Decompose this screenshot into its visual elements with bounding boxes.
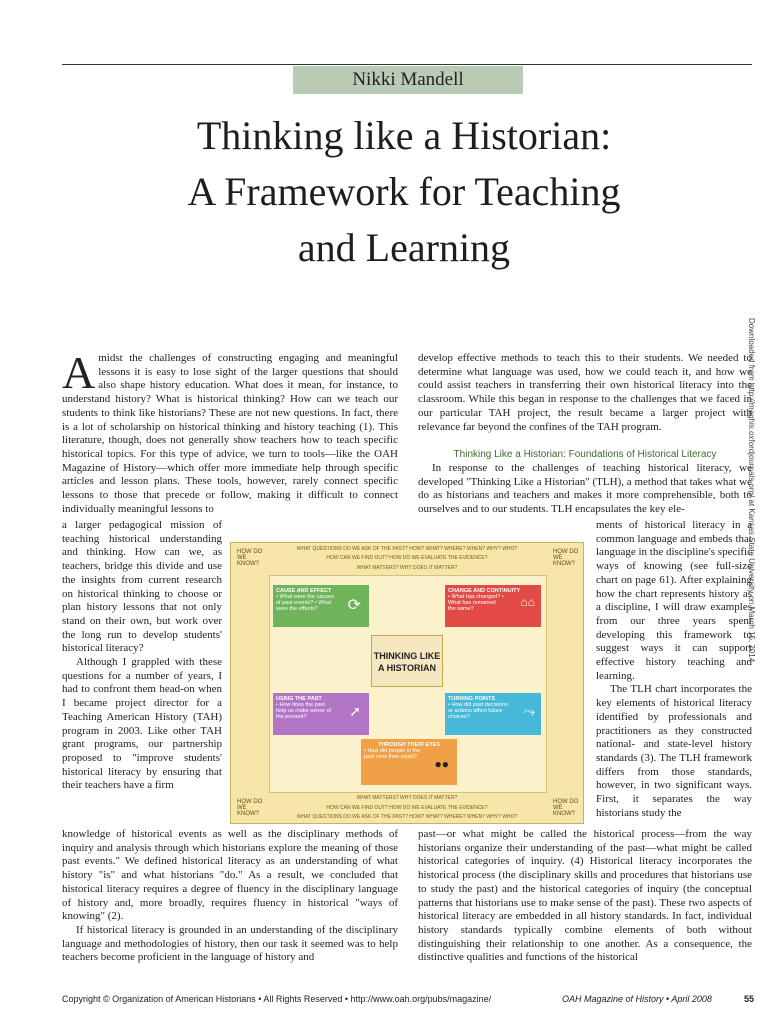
change-continuity-box <box>445 585 541 627</box>
left-column-top <box>62 347 398 516</box>
chart-top-question-3: WHAT MATTERS? WHY DOES IT MATTER? <box>356 565 458 571</box>
turning-points-title: TURNING POINTS <box>448 696 496 702</box>
right-column-bottom <box>418 828 752 965</box>
download-notice <box>742 318 760 958</box>
change-continuity-text: • What has changed? • What has remained the same? <box>448 594 504 612</box>
left-paragraph-2b: knowledge of historical events as well as the disciplinary methods of inquiry and analysis through which historians explore the meaning of those past events." We defined historical literacy as an understanding of what history "is" and what historians "do." As a result, we concluded that historical literacy requires a degree of fluency in the disciplinary language of history and, more broadly, requires fluency in historical "ways of knowing" (2). <box>62 828 398 923</box>
right-paragraph-2b: ments of historical literacy in a common language and embeds that language in the discipline's specific ways of knowing (see full-size chart on page 61). After explaining how the chart represents history as a discipline, I will draw examples from our three years spent developing this framework to suggest ways it can support effective history teaching and learning. <box>596 519 752 682</box>
article-title <box>100 108 708 276</box>
cause-effect-box <box>273 585 369 627</box>
forked-path-icon: ⤳ <box>523 703 535 719</box>
corner-how-do-we-know-tl: HOW DO WE KNOW? <box>237 549 263 567</box>
turning-points-box <box>445 693 541 735</box>
right-paragraph-1: develop effective methods to teach this to their students. We needed to determine what language was used, how we could teach it, and how we could assist teachers in transferring their own historical literacy into the classroom. While this began in response to the challenges that we faced in our particular TAH project, the result became a larger project with relevance far beyond the confines of the TAH program. <box>418 352 752 433</box>
title-line-3: and Learning <box>297 225 511 270</box>
left-column-narrow <box>62 519 222 793</box>
through-their-eyes-title: THROUGH THEIR EYES <box>377 742 441 748</box>
footer-journal: OAH Magazine of History • April 2008 <box>562 994 712 1004</box>
through-their-eyes-text: • How did people in the past view their world? <box>364 748 421 760</box>
right-paragraph-3: The TLH chart incorporates the key elements of historical literacy identified by professionals and practitioners as they constructed national- and state-level history standards (3). The TLH framework differs from those standards, however, in two significant ways. First, it separates the way historians study the <box>596 683 752 819</box>
chart-bottom-question-2: HOW CAN WE FIND OUT? HOW DO WE EVALUATE THE EVIDENCE? <box>326 805 488 811</box>
left-paragraph-2a: Although I grappled with these questions for a number of years, I had to confront them head-on when I became project director for a Teaching American History (TAH) program in 2003. Like other TAH grant programs, our partnership proposed to "improve students' historical literacy by ensuring that their teachers have a firm <box>62 656 222 792</box>
left-paragraph-1b: a larger pedagogical mission of teaching historical understanding and thinking. How can we, as teachers, bridge this divide and use the insights from current research on historical thinking to choose or plan history lessons that not only stand on their own, but work over the long run to develop students' historical literacy? <box>62 519 222 655</box>
corner-how-do-we-know-br: HOW DO WE KNOW? <box>553 799 579 817</box>
right-paragraph-3b: past—or what might be called the historical process—from the way historians organize their understanding of the past—what might be called historical categories of inquiry. (4) Historical literacy incorporates the historical process (the disciplinary skills and procedures that historians use to study the past) and the historical categories of inquiry (the conceptual patterns that historians use to make sense of the past). These two aspects of historical literacy are embedded in all history standards. In fact, individual history standards typically combine elements of both without distinguishing their relationship to one another. As a consequence, the distinctive qualities and functions of the historical <box>418 828 752 964</box>
left-paragraph-3: If historical literacy is grounded in an understanding of the disciplinary language and methodologies of history, then our task it seemed was to help teachers become proficient in the language of history and <box>62 923 398 964</box>
chart-bottom-question-3: WHAT MATTERS? WHY DOES IT MATTER? <box>356 795 458 801</box>
through-their-eyes-box <box>361 739 457 785</box>
corner-how-do-we-know-bl: HOW DO WE KNOW? <box>237 799 263 817</box>
chart-top-question-2: HOW CAN WE FIND OUT? HOW DO WE EVALUATE THE EVIDENCE? <box>326 555 488 561</box>
arrow-icon: ➚ <box>349 703 361 719</box>
chart-bottom-question-1: WHAT QUESTIONS DO WE ASK OF THE PAST? HOW? WHAT? WHERE? WHEN? WHY? WHO? <box>296 814 518 820</box>
buildings-icon: ⌂⌂ <box>520 595 535 609</box>
tlh-chart <box>230 542 584 824</box>
author-banner: Nikki Mandell <box>293 66 523 94</box>
turning-points-text: • How did past decisions or actions affect future choices? <box>448 702 508 720</box>
intro-paragraph: midst the challenges of constructing engaging and meaningful lessons it is easy to lose sight of the larger questions that should also shape history education. What does it mean, for instance, to understand history? What is historical thinking? How can we teach our students to think like historians? These are not new questions. In fact, there is a lot of scholarship on historical thinking and history teaching (1). This literature, though, does not generally show teachers how to teach specific historical topics. For this type of advice, we turn to tools—like the OAH Magazine of History—which offer more immediate help through specific articles and lesson plans. These tools, however, rarely connect specific lessons to those that precede or follow, making it difficult to connect individually meaningful lessons to <box>62 352 398 515</box>
using-past-text: • How does the past help us make sense of the present? <box>276 702 332 720</box>
title-line-1: Thinking like a Historian: <box>196 113 612 158</box>
left-column-bottom <box>62 828 398 965</box>
cause-effect-text: • What were the causes of past events? • What were the effects? <box>276 594 334 612</box>
using-past-box <box>273 693 369 735</box>
using-past-title: USING THE PAST <box>276 696 322 702</box>
title-line-2: A Framework for Teaching <box>187 169 621 214</box>
right-column-top <box>418 352 752 517</box>
download-notice-text: Downloaded from http://maghis.oxfordjournals.org/ at Kansas State University on March 15, 2014 <box>747 318 756 663</box>
change-continuity-title: CHANGE AND CONTINUITY <box>448 588 521 594</box>
top-rule <box>62 64 752 65</box>
thinking-like-historian-center: THINKING LIKE A HISTORIAN <box>371 635 443 687</box>
right-column-narrow <box>596 519 752 820</box>
page-number: 55 <box>744 994 755 1004</box>
cycle-icon: ⟳ <box>347 597 361 614</box>
corner-how-do-we-know-tr: HOW DO WE KNOW? <box>553 549 579 567</box>
chart-top-question-1: WHAT QUESTIONS DO WE ASK OF THE PAST? HOW? WHAT? WHERE? WHEN? WHY? WHO? <box>296 546 518 552</box>
eyes-icon: ●● <box>434 757 449 771</box>
footer-copyright: Copyright © Organization of American Historians • All Rights Reserved • http://www.oah.org/pubs/magazine/ <box>62 994 492 1004</box>
cause-effect-title: CAUSE AND EFFECT <box>276 588 332 594</box>
drop-cap: A <box>62 347 96 398</box>
section-heading: Thinking Like a Historian: Foundations of Historical Literacy <box>453 449 717 461</box>
footer <box>62 994 762 1004</box>
right-paragraph-2: In response to the challenges of teaching historical literacy, we developed "Thinking Like a Historian" (TLH), a method that takes what we do as historians and teachers and makes it more comprehensible, both to ourselves and to our students. TLH encapsulates the key ele- <box>418 461 752 516</box>
